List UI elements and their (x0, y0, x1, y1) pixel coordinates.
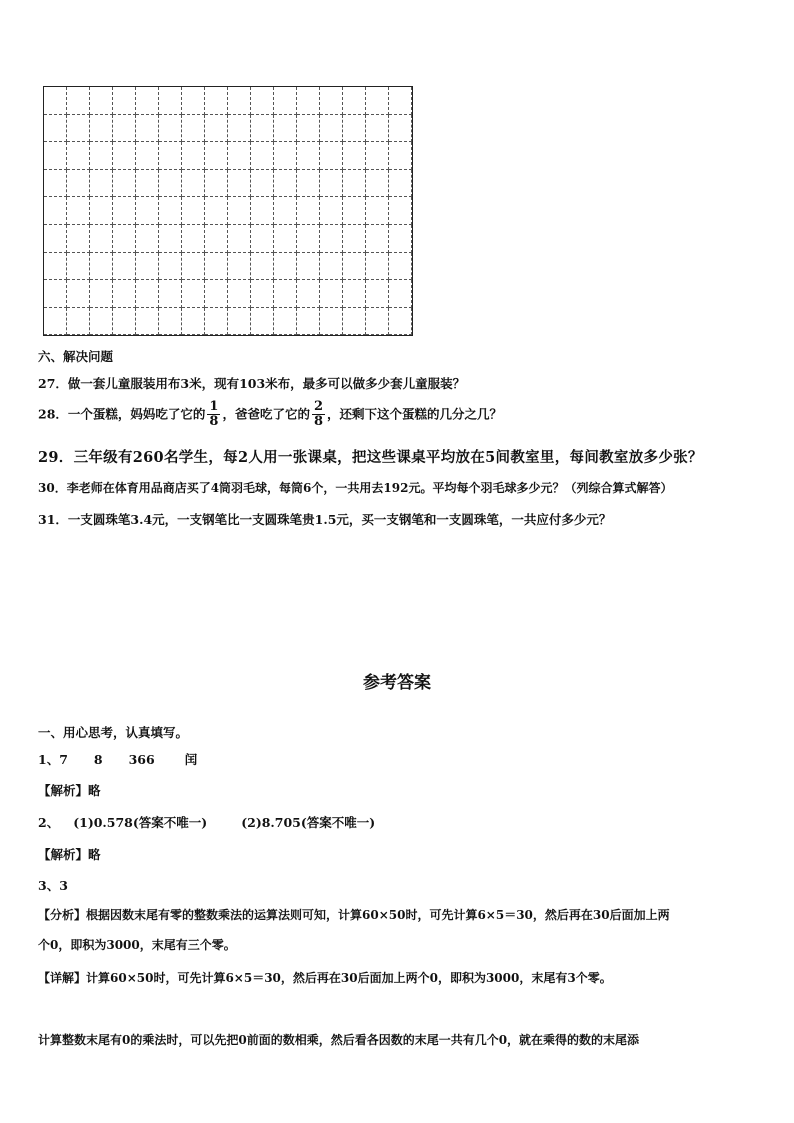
grid-cell (113, 253, 136, 281)
grid-cell (297, 280, 320, 308)
grid-cell (366, 308, 389, 336)
grid-cell (251, 225, 274, 253)
writing-grid (43, 86, 413, 336)
grid-cell (274, 87, 297, 115)
grid-cell (297, 253, 320, 281)
grid-cell (343, 115, 366, 143)
grid-cell (389, 115, 412, 143)
answer-section-1-heading: 一、用心思考，认真填写。 (38, 725, 189, 740)
grid-cell (67, 115, 90, 143)
grid-cell (228, 225, 251, 253)
answer-1 (38, 750, 197, 768)
grid-cell (113, 170, 136, 198)
grid-cell (366, 197, 389, 225)
grid-cell (343, 142, 366, 170)
answer-2-part-2: (2)8.705(答案不唯一) (241, 815, 376, 830)
grid-cell (67, 87, 90, 115)
grid-cell (389, 225, 412, 253)
grid-cell (205, 170, 228, 198)
grid-cell (159, 142, 182, 170)
grid-cell (320, 170, 343, 198)
grid-cell (44, 225, 67, 253)
grid-cell (228, 87, 251, 115)
grid-cell (136, 253, 159, 281)
grid-cell (67, 197, 90, 225)
grid-cell (297, 197, 320, 225)
grid-cell (113, 87, 136, 115)
grid-cell (159, 115, 182, 143)
grid-cell (136, 170, 159, 198)
grid-cell (90, 280, 113, 308)
grid-cell (67, 253, 90, 281)
grid-cell (136, 142, 159, 170)
grid-cell (44, 115, 67, 143)
grid-cell (251, 253, 274, 281)
grid-cell (389, 308, 412, 336)
grid-cell (44, 197, 67, 225)
grid-cell (182, 225, 205, 253)
analysis-1: 【解析】略 (38, 783, 101, 798)
grid-cell (320, 197, 343, 225)
answer-2 (38, 813, 375, 831)
grid-cell (343, 87, 366, 115)
grid-cell (343, 280, 366, 308)
grid-cell (113, 280, 136, 308)
grid-cell (90, 170, 113, 198)
grid-cell (205, 115, 228, 143)
grid-cell (182, 280, 205, 308)
grid-cell (343, 170, 366, 198)
grid-cell (228, 115, 251, 143)
grid-cell (251, 170, 274, 198)
grid-cell (366, 142, 389, 170)
grid-cell (182, 253, 205, 281)
answer-1-value-4: 闰 (184, 752, 198, 767)
grid-cell (366, 225, 389, 253)
analysis-2: 【解析】略 (38, 847, 101, 862)
question-28-prefix: 28．一个蛋糕，妈妈吃了它的 (38, 406, 206, 422)
grid-cell (228, 197, 251, 225)
grid-cell (159, 87, 182, 115)
grid-cell (205, 308, 228, 336)
grid-cell (297, 225, 320, 253)
grid-cell (44, 170, 67, 198)
grid-cell (136, 115, 159, 143)
analysis-3-line-2: 个0，即积为3000，末尾有三个零。 (38, 938, 236, 952)
question-28-middle: ，爸爸吃了它的 (222, 406, 310, 422)
grid-cell (67, 308, 90, 336)
grid-cell (228, 280, 251, 308)
grid-cell (90, 197, 113, 225)
grid-cell (67, 170, 90, 198)
fraction-two-eighths (312, 400, 325, 430)
grid-cell (136, 225, 159, 253)
grid-cell (389, 197, 412, 225)
grid-cell (67, 142, 90, 170)
grid-cell (274, 280, 297, 308)
grid-cell (182, 115, 205, 143)
grid-cell (205, 87, 228, 115)
grid-cell (159, 197, 182, 225)
grid-cell (251, 115, 274, 143)
question-31: 31．一支圆珠笔3.4元，一支钢笔比一支圆珠笔贵1.5元，买一支钢笔和一支圆珠笔，一共应付多少元？ (38, 512, 612, 527)
grid-cell (205, 225, 228, 253)
answer-2-label: 2、 (38, 815, 60, 830)
fraction-numerator: 2 (313, 399, 324, 414)
grid-cell (182, 197, 205, 225)
grid-cell (320, 280, 343, 308)
grid-cell (44, 280, 67, 308)
answer-3: 3、3 (38, 878, 68, 893)
grid-cell (113, 308, 136, 336)
grid-cell (228, 170, 251, 198)
grid-cell (274, 308, 297, 336)
grid-cell (389, 142, 412, 170)
grid-cell (67, 225, 90, 253)
grid-cell (113, 115, 136, 143)
grid-cell (90, 142, 113, 170)
fraction-numerator: 1 (209, 399, 219, 414)
grid-cell (44, 308, 67, 336)
method-note: 计算整数末尾有0的乘法时，可以先把0前面的数相乘，然后看各因数的末尾一共有几个0，就在乘得的数的末尾添 (38, 1033, 640, 1047)
section-heading-solve-problems: 六、解决问题 (38, 349, 114, 364)
question-28-suffix: ，还剩下这个蛋糕的几分之几？ (327, 406, 503, 422)
grid-cell (389, 87, 412, 115)
grid-cell (159, 253, 182, 281)
grid-cell (274, 170, 297, 198)
grid-cell (389, 170, 412, 198)
grid-cell (320, 253, 343, 281)
grid-cell (205, 253, 228, 281)
answer-key-title: 参考答案 (363, 673, 431, 693)
grid-cell (389, 280, 412, 308)
question-29: 29．三年级有260名学生，每2人用一张课桌，把这些课桌平均放在5间教室里，每间教室放多少张？ (38, 449, 703, 466)
grid-cell (251, 87, 274, 115)
grid-cell (343, 197, 366, 225)
grid-cell (389, 253, 412, 281)
grid-cell (113, 142, 136, 170)
grid-cell (90, 225, 113, 253)
grid-cell (90, 308, 113, 336)
grid-cell (182, 308, 205, 336)
grid-cell (320, 142, 343, 170)
grid-cell (251, 197, 274, 225)
question-27: 27．做一套儿童服装用布3米，现有103米布，最多可以做多少套儿童服装？ (38, 376, 466, 391)
grid-cell (136, 280, 159, 308)
grid-cell (366, 87, 389, 115)
grid-cell (297, 87, 320, 115)
grid-cell (320, 308, 343, 336)
grid-cell (228, 308, 251, 336)
grid-cell (44, 253, 67, 281)
grid-cell (274, 225, 297, 253)
analysis-3-line-1: 【分析】根据因数末尾有零的整数乘法的运算法则可知，计算60×50时，可先计算6×5＝30，然后再在30后面加上两 (38, 908, 670, 922)
grid-cell (228, 142, 251, 170)
grid-cell (90, 87, 113, 115)
grid-cell (136, 87, 159, 115)
grid-cell (159, 225, 182, 253)
grid-cell (251, 280, 274, 308)
grid-cell (90, 253, 113, 281)
grid-cell (159, 280, 182, 308)
grid-cell (182, 87, 205, 115)
grid-cell (320, 225, 343, 253)
grid-cell (159, 308, 182, 336)
grid-cell (297, 115, 320, 143)
grid-cell (274, 253, 297, 281)
grid-cell (274, 142, 297, 170)
grid-cell (136, 197, 159, 225)
question-30: 30．李老师在体育用品商店买了4筒羽毛球，每筒6个，一共用去192元。平均每个羽毛球多少元？（列综合算式解答） (38, 481, 673, 495)
grid-cell (343, 225, 366, 253)
grid-cell (366, 115, 389, 143)
answer-2-part-1: (1)0.578(答案不唯一) (73, 815, 208, 830)
grid-cell (366, 170, 389, 198)
grid-cell (113, 197, 136, 225)
answer-1-label: 1、7 (38, 752, 68, 767)
fraction-one-eighth (207, 400, 220, 430)
grid-cell (136, 308, 159, 336)
grid-cell (205, 280, 228, 308)
grid-cell (228, 253, 251, 281)
grid-cell (182, 142, 205, 170)
grid-cell (205, 197, 228, 225)
grid-cell (297, 308, 320, 336)
grid-cell (297, 142, 320, 170)
question-28 (38, 400, 502, 430)
grid-cell (251, 308, 274, 336)
grid-cell (44, 87, 67, 115)
grid-cell (343, 308, 366, 336)
grid-cell (251, 142, 274, 170)
grid-cell (320, 87, 343, 115)
grid-cell (320, 115, 343, 143)
grid-cell (274, 197, 297, 225)
fraction-denominator: 8 (209, 414, 219, 430)
fraction-denominator: 8 (313, 414, 324, 430)
grid-cell (182, 170, 205, 198)
grid-cell (90, 115, 113, 143)
grid-cell (159, 170, 182, 198)
grid-cell (205, 142, 228, 170)
grid-cell (297, 170, 320, 198)
answer-1-value-2: 8 (93, 752, 103, 767)
grid-cell (274, 115, 297, 143)
grid-cell (113, 225, 136, 253)
grid-cell (366, 253, 389, 281)
grid-cell (343, 253, 366, 281)
grid-cell (67, 280, 90, 308)
grid-cell (44, 142, 67, 170)
answer-1-value-3: 366 (128, 752, 155, 767)
grid-cell (366, 280, 389, 308)
detailed-solution-3: 【详解】计算60×50时，可先计算6×5＝30，然后再在30后面加上两个0，即积为3000，末尾有3个零。 (38, 971, 612, 985)
